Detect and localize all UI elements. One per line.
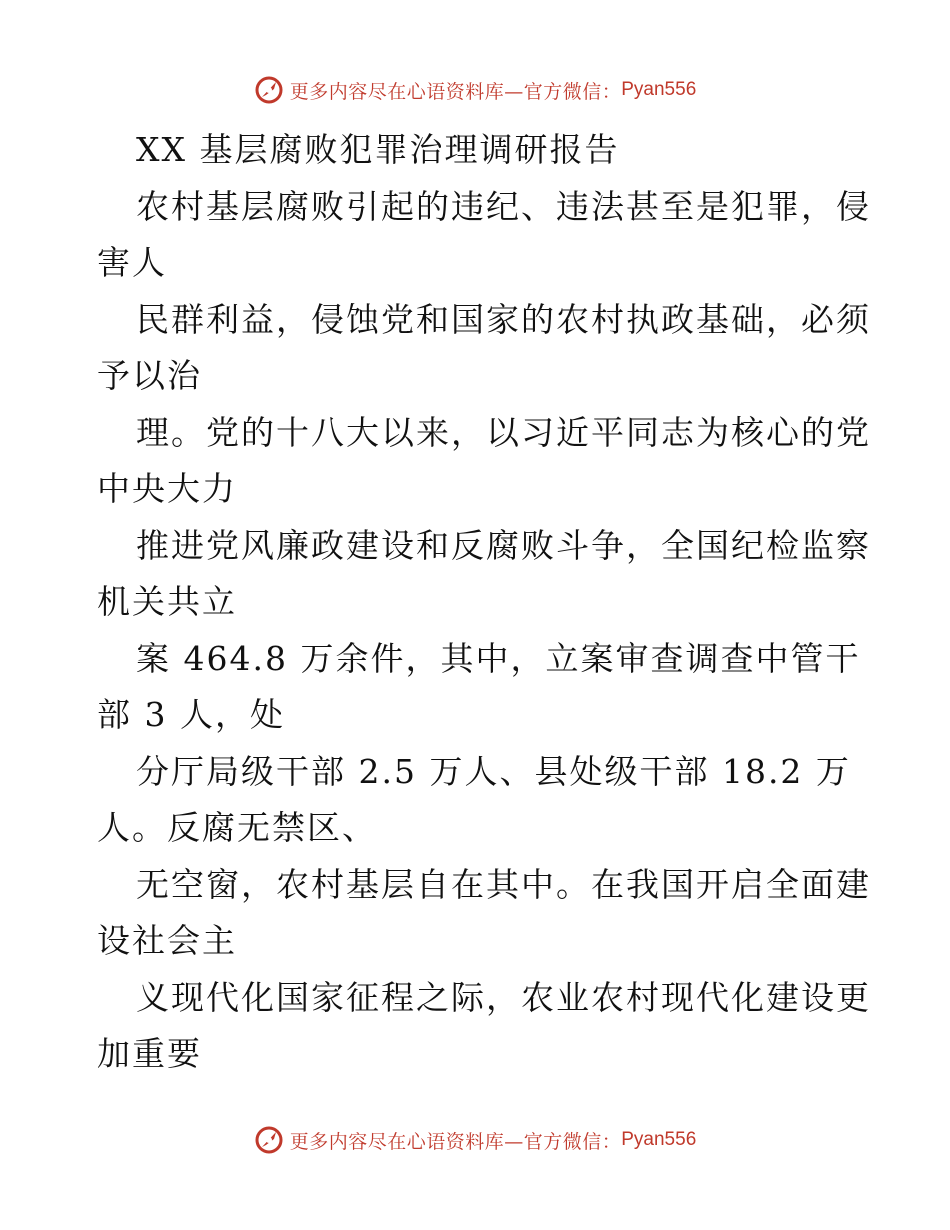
paragraph-line: 推进党风廉政建设和反腐败斗争，全国纪检监察 [136,525,871,565]
paragraph-line: 案 464.8 万余件，其中，立案审查调查中管干 [136,638,861,678]
paragraph-line: 理。党的十八大以来，以习近平同志为核心的党 [136,412,871,452]
footer-banner-text: 更多内容尽在心语资料库—官方微信： [289,1130,622,1153]
paragraph-line: 部 3 人，处 [97,695,285,734]
quill-logo-icon [254,75,284,105]
paragraph-line: 予以治 [97,356,202,395]
paragraph-line: 无空窗，农村基层自在其中。在我国开启全面建 [136,864,871,904]
paragraph-line: 机关共立 [97,582,237,621]
paragraph-line: 中央大力 [97,469,237,508]
footer-banner [0,1120,950,1160]
paragraph-line: 分厅局级干部 2.5 万人、县处级干部 18.2 万 [136,751,851,791]
quill-logo-icon [254,1125,284,1155]
paragraph-line: 害人 [97,243,167,282]
header-banner-text: 更多内容尽在心语资料库—官方微信： [289,80,622,103]
paragraph-line: 设社会主 [97,921,237,960]
paragraph-line: 加重要 [97,1034,202,1073]
paragraph-line: 民群利益，侵蚀党和国家的农村执政基础，必须 [136,299,871,339]
footer-banner-wechat-id: Pyan556 [621,1129,697,1150]
document-title: XX 基层腐败犯罪治理调研报告 [136,130,620,169]
header-banner-wechat-id: Pyan556 [621,79,697,100]
document-body [97,122,871,1083]
paragraph-line: 义现代化国家征程之际，农业农村现代化建设更 [136,977,871,1017]
header-banner [0,70,950,110]
paragraph-line: 人。反腐无禁区、 [97,808,377,847]
paragraph-line: 农村基层腐败引起的违纪、违法甚至是犯罪，侵 [136,186,871,226]
